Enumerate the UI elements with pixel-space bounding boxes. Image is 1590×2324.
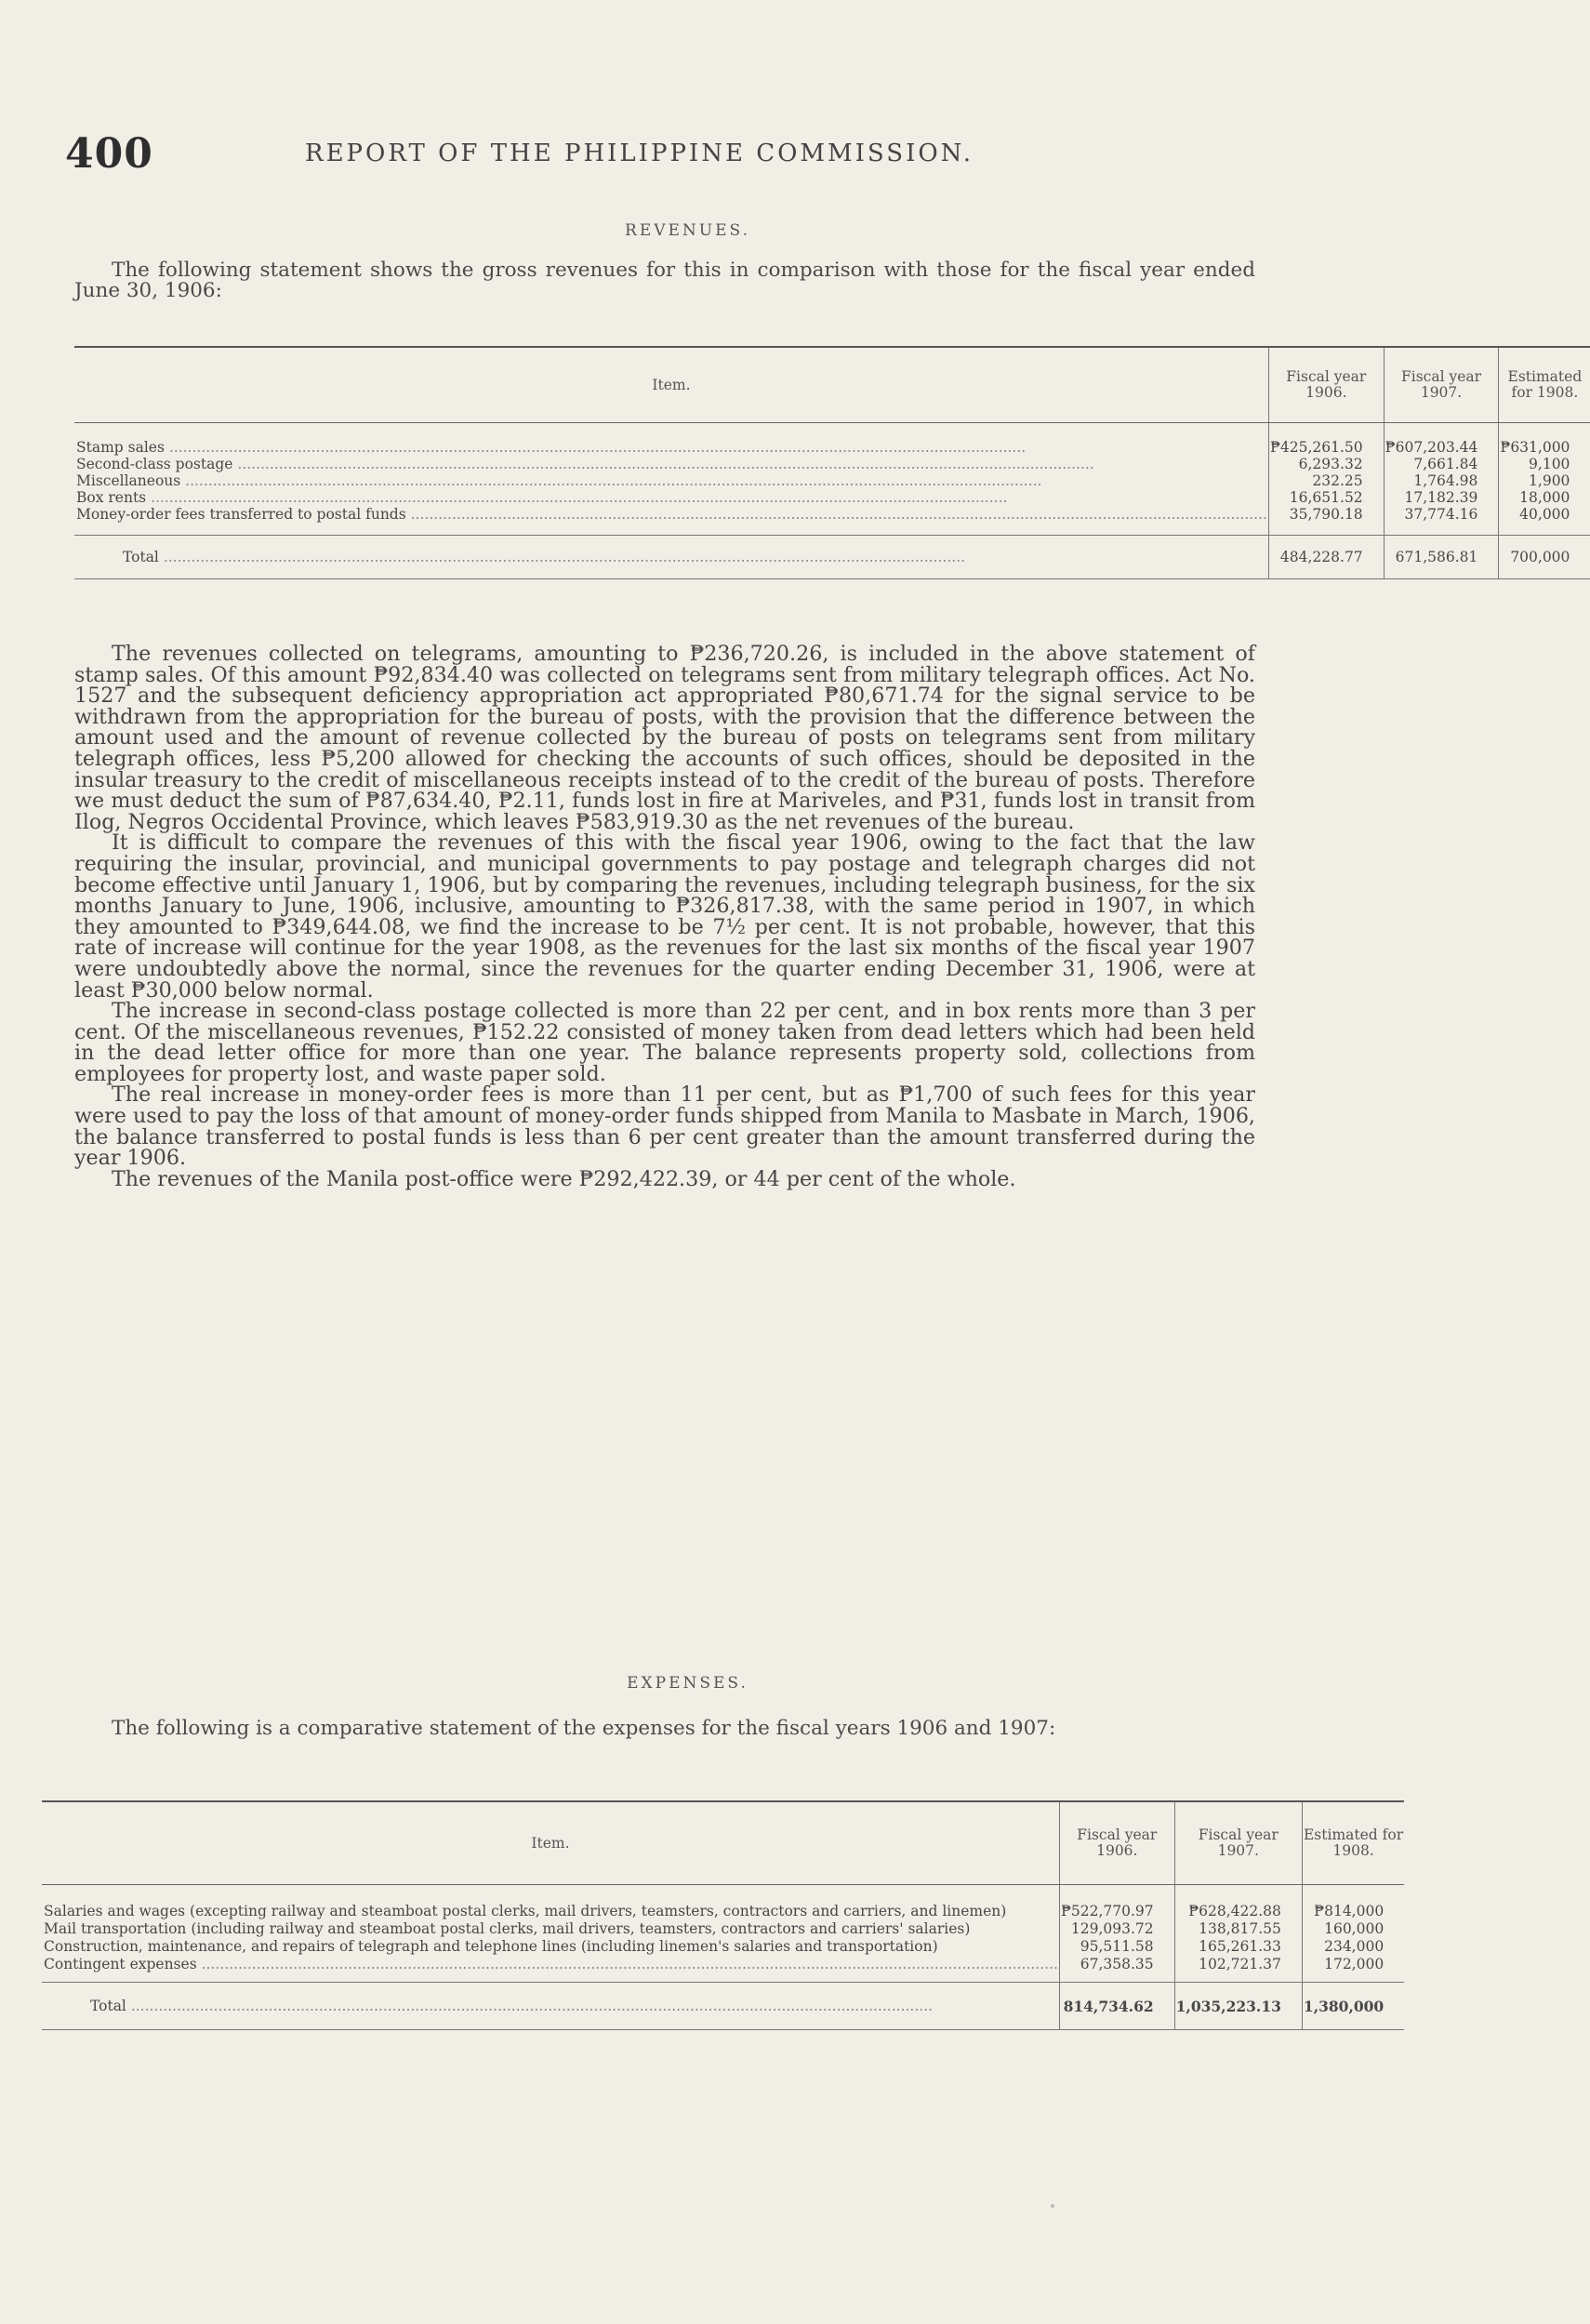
col-header-1908: Estimated for 1908. xyxy=(1499,347,1590,423)
row-fy1906: 35,790.18 xyxy=(1268,506,1384,536)
expenses-heading: EXPENSES. xyxy=(627,1674,749,1693)
table-total-row xyxy=(74,536,1590,579)
total-label: Total ..... xyxy=(76,550,1267,564)
row-fy1906: 232.25 xyxy=(1268,472,1384,489)
row-fy1907: 37,774.16 xyxy=(1384,506,1499,536)
scan-speck xyxy=(1051,2204,1054,2208)
total-est1908: 1,380,000 xyxy=(1302,1983,1404,2030)
row-est1908: 9,100 xyxy=(1499,456,1590,472)
row-fy1907: 102,721.37 xyxy=(1174,1956,1302,1983)
revenues-intro: The following statement shows the gross revenues for this in comparison with those for the fiscal year ended June 30, 1906: xyxy=(74,259,1255,302)
total-label: Total ..... xyxy=(44,1999,1058,2014)
row-item: Salaries and wages (excepting railway and steamboat postal clerks, mail drivers, teamsters, contractors and carriers, and linemen) xyxy=(44,1903,1007,1919)
row-est1908: 234,000 xyxy=(1302,1938,1404,1956)
row-fy1906: ₱522,770.97 xyxy=(1059,1885,1174,1921)
row-item: Mail transportation (including railway and steamboat postal clerks, mail drivers, teamsters, contractors and carriers' salaries) xyxy=(44,1920,971,1937)
row-fy1906: 16,651.52 xyxy=(1268,489,1384,506)
total-fy1906: 814,734.62 xyxy=(1059,1983,1174,2030)
running-title: REPORT OF THE PHILIPPINE COMMISSION. xyxy=(305,139,974,167)
row-fy1906: 95,511.58 xyxy=(1059,1938,1174,1956)
total-fy1907: 1,035,223.13 xyxy=(1174,1983,1302,2030)
page-number: 400 xyxy=(65,130,153,178)
table-row xyxy=(74,489,1590,506)
row-item: Money-order fees transferred to postal funds ..... xyxy=(76,507,1267,522)
col-header-item: Item. xyxy=(74,347,1268,423)
table-header-row xyxy=(42,1801,1404,1885)
row-fy1906: 129,093.72 xyxy=(1059,1920,1174,1938)
row-fy1907: 165,261.33 xyxy=(1174,1938,1302,1956)
paragraph: The increase in second-class postage collected is more than 22 per cent, and in box rents more than 3 per cent. Of the miscellaneous revenues, ₱152.22 consisted of money taken from dead letters which had been held in the dead letter office for more than one year. The balance represents property sold, collections from employees for property lost, and waste paper sold. xyxy=(74,999,1255,1086)
body-text xyxy=(74,644,1255,1189)
row-est1908: 40,000 xyxy=(1499,506,1590,536)
table-row xyxy=(42,1938,1404,1956)
row-fy1907: 17,182.39 xyxy=(1384,489,1499,506)
table-row xyxy=(42,1956,1404,1983)
row-fy1907: 138,817.55 xyxy=(1174,1920,1302,1938)
total-est1908: 700,000 xyxy=(1499,536,1590,579)
table-row xyxy=(74,472,1590,489)
row-est1908: ₱631,000 xyxy=(1499,423,1590,457)
total-fy1907: 671,586.81 xyxy=(1384,536,1499,579)
table-row xyxy=(74,506,1590,536)
paragraph: The real increase in money-order fees is more than 11 per cent, but as ₱1,700 of such fees for this year were used to pay the loss of that amount of money-order funds shipped from Manila to Masbate in March, 1906, the balance transferred to postal funds is less than 6 per cent greater than the amount transferred during the year 1906. xyxy=(74,1082,1255,1171)
row-est1908: 18,000 xyxy=(1499,489,1590,506)
row-item: Construction, maintenance, and repairs of telegraph and telephone lines (including linemen's salaries and transportation) xyxy=(44,1938,938,1955)
col-header-1906: Fiscal year 1906. xyxy=(1059,1801,1174,1885)
row-fy1906: 6,293.32 xyxy=(1268,456,1384,472)
table-total-row xyxy=(42,1983,1404,2030)
col-header-1907: Fiscal year 1907. xyxy=(1174,1801,1302,1885)
col-header-1907: Fiscal year 1907. xyxy=(1384,347,1499,423)
table-row xyxy=(74,456,1590,472)
row-fy1906: ₱425,261.50 xyxy=(1268,423,1384,457)
revenues-heading: REVENUES. xyxy=(625,221,750,240)
col-header-1908: Estimated for 1908. xyxy=(1302,1801,1404,1885)
total-fy1906: 484,228.77 xyxy=(1268,536,1384,579)
row-item: Second-class postage ..... xyxy=(76,457,1267,471)
row-item: Stamp sales ..... xyxy=(76,440,1267,455)
row-item: Box rents ..... xyxy=(76,490,1267,505)
paragraph: The revenues of the Manila post-office were ₱292,422.39, or 44 per cent of the whole. xyxy=(112,1166,1016,1191)
row-fy1907: 7,661.84 xyxy=(1384,456,1499,472)
paragraph: It is difficult to compare the revenues of this with the fiscal year 1906, owing to the fact that the law requiring the insular, provincial, and municipal governments to pay postage and telegraph charges did not become effective until January 1, 1906, but by comparing the revenues, including telegraph business, for the six months January to June, 1906, inclusive, amounting to ₱326,817.38, with the same period in 1907, in which they amounted to ₱349,644.08, we find the increase to be 7½ per cent. It is not probable, however, that this rate of increase will continue for the year 1908, as the revenues for the last six months of the fiscal year 1907 were undoubtedly above the normal, since the revenues for the quarter ending December 31, 1906, were at least ₱30,000 below normal. xyxy=(74,830,1255,1003)
col-header-1906: Fiscal year 1906. xyxy=(1268,347,1384,423)
row-item: Miscellaneous ..... xyxy=(76,473,1267,488)
row-est1908: 1,900 xyxy=(1499,472,1590,489)
row-fy1907: 1,764.98 xyxy=(1384,472,1499,489)
table-row xyxy=(42,1920,1404,1938)
row-fy1907: ₱607,203.44 xyxy=(1384,423,1499,457)
row-fy1906: 67,358.35 xyxy=(1059,1956,1174,1983)
row-est1908: 160,000 xyxy=(1302,1920,1404,1938)
page-header xyxy=(65,130,1265,177)
col-header-item: Item. xyxy=(42,1801,1059,1885)
row-fy1907: ₱628,422.88 xyxy=(1174,1885,1302,1921)
table-row xyxy=(74,423,1590,457)
expenses-table xyxy=(42,1800,1404,2030)
paragraph: The revenues collected on telegrams, amounting to ₱236,720.26, is included in the above statement of stamp sales. Of this amount ₱92,834.40 was collected on telegrams sent from military telegraph offices. Act No. 1527 and the subsequent deficiency appropriation act appropriated ₱80,671.74 for the signal service to be withdrawn from the appropriation for the bureau of posts, with the provision that the difference between the amount used and the amount of revenue collected by the bureau of posts on telegrams sent from military telegraph offices, less ₱5,200 allowed for checking the accounts of such offices, should be deposited in the insular treasury to the credit of miscellaneous receipts instead of to the credit of the bureau of posts. Therefore we must deduct the sum of ₱87,634.40, ₱2.11, funds lost in fire at Mariveles, and ₱31, funds lost in transit from Ilog, Negros Occidental Province, which leaves ₱583,919.30 as the net revenues of the bureau. xyxy=(74,642,1255,834)
table-header-row xyxy=(74,347,1590,423)
row-est1908: 172,000 xyxy=(1302,1956,1404,1983)
row-item: Contingent expenses ..... xyxy=(44,1957,1058,1972)
row-est1908: ₱814,000 xyxy=(1302,1885,1404,1921)
revenues-table xyxy=(74,346,1590,579)
table-row xyxy=(42,1885,1404,1921)
expenses-intro: The following is a comparative statement of the expenses for the fiscal years 1906 and 1907: xyxy=(112,1717,1056,1740)
